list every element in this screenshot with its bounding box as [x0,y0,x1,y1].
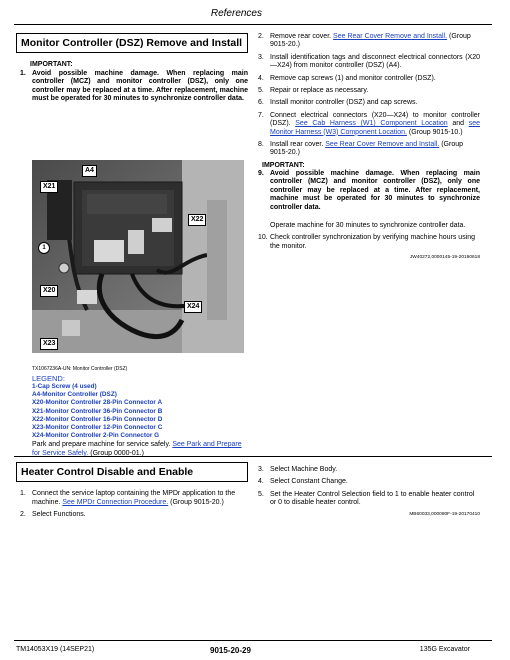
step-ref: (Group 9015-20.) [270,33,471,49]
step-number: 2. [258,33,264,40]
legend-item: X24-Monitor Controller 2-Pin Connector G [32,432,160,440]
important-label: IMPORTANT: [30,61,73,69]
section-divider [14,456,492,457]
step-text: Select Constant Change. [270,478,348,486]
step-item [258,33,480,50]
step-item [20,70,248,104]
section-title: Heater Control Disable and Enable [16,462,248,482]
monitor-harness-link[interactable]: see Monitor Harness (W3) Component Location. [270,120,480,136]
step-ref: (Group 9015-20.) [170,498,224,506]
step-item [258,75,480,83]
step-number: 3. [258,53,264,61]
legend-title: LEGEND: [32,374,65,383]
step-number: 3. [258,466,264,473]
figure-legend [32,366,248,458]
rear-cover-link[interactable]: See Rear Cover Remove and Install. [325,140,440,148]
cab-harness-link[interactable]: See Cab Harness (W1) Component Location [295,120,448,128]
step-text: Remove cap screws (1) and monitor controller (DSZ). [270,74,436,82]
callout-1: 1 [38,242,50,254]
footer-rule [14,640,492,641]
legend-item: X23-Monitor Controller 12-Pin Connector C [32,423,163,431]
step-subtext: Operate machine for 30 minutes to synchronize controller data. [270,222,466,230]
step-text: and [452,120,465,128]
step-text: Avoid possible machine damage. When replacing main controller (MCZ) and monitor controller (DSZ), only one controller may be replaced at a time. After replacement, machine must be operated for 30 minutes to synchronize controller data. [270,170,480,211]
step-number: 6. [258,99,264,107]
doc-reference: JW40272,0000145-19-20190618 [409,255,480,261]
step-text: Select Machine Body. [270,466,338,473]
step-number: 5. [258,490,264,498]
doc-reference: MB60033,000080F-19-20170410 [409,511,480,517]
step-item [258,112,480,137]
step-item [258,141,480,158]
callout-x21: X21 [40,181,58,193]
step-number: 4. [258,74,264,82]
step-number: 2. [20,511,26,519]
page-number: 9015-20-29 [210,646,251,655]
section-title: Monitor Controller (DSZ) Remove and Install [16,33,248,53]
section2-left-column [16,462,248,524]
step-item [258,491,480,508]
step-text: Check controller synchronization by verifying machine hours using the monitor. [270,234,476,250]
header-rule [14,24,492,25]
step-item [258,170,480,212]
step-text: Remove rear cover. [270,33,332,40]
step-number: 10. [258,234,268,242]
step-ref: (Group 9015-20.) [270,140,464,157]
rear-cover-link[interactable]: See Rear Cover Remove and Install. [333,33,448,40]
step-item [258,234,480,251]
step-item [258,466,480,474]
step-text: Set the Heater Control Selection field to 1 to enable heater control or 0 to disable heater control. [270,490,475,507]
step-number: 1. [20,490,26,498]
park-text: Park and prepare machine for service safely. [32,441,171,449]
step-number: 1. [20,69,26,77]
mpdr-connection-link[interactable]: See MPDr Connection Procedure. [62,498,169,506]
step-text: Select Functions. [32,511,86,519]
step-text: Install monitor controller (DSZ) and cap screws. [270,99,418,107]
step-text: Install identification tags and disconnect electrical connectors (X20—X24) from monitor controller (DSZ) (A4). [270,53,480,70]
park-safely-link[interactable]: See Park and Prepare for Service Safely. [32,441,242,457]
legend-item: 1-Cap Screw (4 used) [32,383,97,390]
step-number: 7. [258,111,264,119]
legend-item: X21-Monitor Controller 36-Pin Connector B [32,407,163,415]
step-text: Connect the service laptop containing the MPDr application to the machine. [32,490,236,506]
step-item [258,99,480,107]
callout-x23: X23 [40,338,58,350]
section1-right-column [258,33,480,261]
section1-left-column [16,33,248,107]
step-item [258,87,480,95]
monitor-controller-illustration [32,160,244,353]
step-item [20,511,248,519]
footer-doc-id: TM14053X19 (14SEP21) [16,646,95,653]
legend-item: X20-Monitor Controller 28-Pin Connector A [32,399,163,407]
important-label: IMPORTANT: [262,161,305,169]
figure-caption: TX1067236A-UN: Monitor Controller (DSZ) [32,366,128,372]
legend-item: X22-Monitor Controller 16-Pin Connector D [32,415,163,423]
step-item [258,478,480,486]
callout-x20: X20 [40,285,58,297]
callout-x22: X22 [188,214,206,226]
step-text: Install rear cover. [270,140,324,148]
callout-x24: X24 [184,301,202,313]
step-text: Repair or replace as necessary. [270,86,369,94]
page-header-title: References [210,8,262,19]
step-number: 8. [258,140,264,148]
park-ref: (Group 0000-01.) [90,449,144,457]
step-item [20,490,248,507]
step-number: 9. [258,170,264,178]
step-text: Connect electrical connectors (X20—X24) to monitor controller (DSZ). [270,111,480,128]
step-text: Avoid possible machine damage. When replacing main controller (MCZ) and monitor controller (DSZ), only one controller may be replaced at a time. After replacement, machine must be operated for 30 minutes to synchronize controller data. [32,69,248,102]
step-ref: (Group 9015-10.) [408,128,463,136]
footer-model: 135G Excavator [419,646,470,653]
section2-right-column [258,466,480,517]
legend-item: A4-Monitor Controller (DSZ) [32,391,117,399]
callout-a4: A4 [82,165,97,177]
step-number: 4. [258,478,264,486]
step-item [258,54,480,71]
step-number: 5. [258,86,264,94]
monitor-controller-photo [32,160,244,353]
